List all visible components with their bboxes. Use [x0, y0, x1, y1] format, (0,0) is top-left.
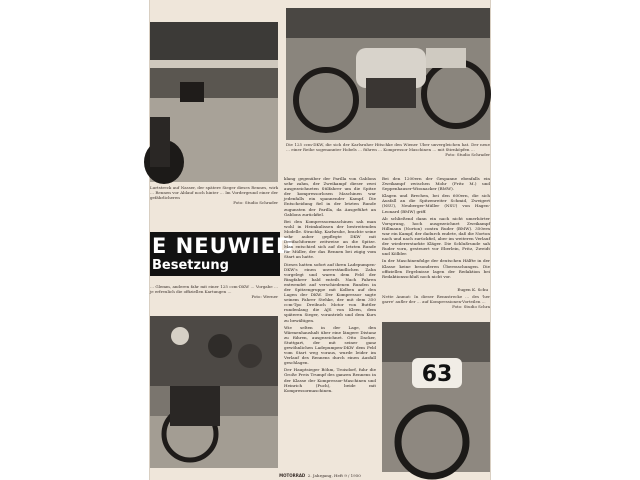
article-signature [382, 287, 488, 293]
article-paragraph: Ab schließend dann ein nach nicht umerhörter Vorsprung, hoch ausgezeichnet Zweikampf Hillmann (Norton) contra Ruder (BMW). 350ern war ein Kampf, der dadurch endete, daß die Norton nach und nach zurückfiel, aber im weiteren Verlauf der wiedererstarkte Kläger. Die Schlußrunde sah Ruder vorn, gesteuert vor Eberlein, Fritz, Zweidt und Kölbler. [382, 215, 490, 257]
caption-text: Nette Anmut: In dieser Rennstrecke … des 'her garre' aufler der … auf Kompressionen-Vorteilen … [382, 294, 490, 304]
photo-dkw-motorcycle [286, 8, 490, 140]
photo-race-bike-63 [382, 322, 490, 472]
article-paragraph: Dieses hatten sofort auf ihren Ladepumpen-DKW's einen unverständlichen Zahn vorgelegt und waren dem Feld der Ringfahrer bald enteilt. Nach Fahren entwendet auf verschiedenen Runden in der Spitzengruppe mit Kolben auf den Lagen der DKW. Der Kompressor sagte seinem Fahrer Stehke, der mit dem 350 ccm-Tpo Dreibuch Motor von Buttler rundenlang die AJS von Kleen, dem späteren Sieger, vorantrieb und dem Kurs zu bewältigen. [284, 261, 376, 323]
photo-credit: Foto: Studio Schrader [445, 152, 490, 157]
page-footer [150, 472, 490, 480]
photo-credit: Foto: Studio Schra [452, 304, 490, 309]
magazine-name: MOTORRAD [279, 473, 306, 478]
author-signature: Eugen K. Schu [457, 287, 488, 292]
caption-top-right [286, 142, 490, 174]
race-number: 63 [421, 362, 453, 387]
article-column-right [382, 176, 490, 286]
article-paragraph: klang gegenüber der Parilla von Gablons sehr zahm, der Zweikampf dieser zwei ausgezeichneten Stilfahrer um die Spitze der kompressorlosen Maschinen war jedenfalls ein spannender Kampf. Die Entscheidung fiel in der letzten Runde zugunsten der Parilla, da Ausgeführt an Gablons zurückfiel. [284, 176, 376, 217]
article-paragraph: Wie selten in der Lage, den Wärmenhaushalt über eine längere Distanz zu führen, ausgezeichnet. Otto Dacker, Stuttgart, der mit seiner ganz gewöhnlichen Ladepumpen-DKW dem Feld vom Start weg voraus, wurde leider im Verlauf des Rennens durch einen Ausfall geschlagen. [284, 324, 376, 366]
caption-text: … Glemm, anderen fahr mit einer 125 ccm-DKW … Vorgabe … je erfreulich die offiziellen Kartungen … [150, 284, 278, 294]
article-paragraph: Bei den 1200ern der Gespanne ebenfalls ein Zweikampf zwischen Mohr (Fritz M.) und Seppenhauser-Wissnacker (BMW). [382, 176, 490, 192]
photo-credit: Foto: Studio Schrader [233, 200, 278, 205]
article-column-center [284, 176, 376, 470]
headline-title: E NEUWIED [152, 234, 295, 258]
caption-mid-left [150, 284, 278, 312]
article-paragraph: In der Maschinenfolge der deutschen Hälfte in der Klasse keine besonderen Überraschungen. Die offiziellen Ergebnisse lagen der Redaktion bei Redaktionsschluß noch nicht vor. [382, 258, 490, 279]
photo-credit: Foto: Werner [251, 294, 278, 299]
headline-banner [150, 232, 295, 276]
photo-rider-turn [150, 22, 278, 182]
headline-subtitle: Besetzung [152, 258, 229, 273]
article-paragraph: Bei den Kompressormaschinen sah man wohl in Heimkulissen der bestreitenden Modelle. Strachky, Karlsruhe, brachte seine sehr auber gepflegte DKW mit Dreifachformer zeitweise an die Spitze. Man entschied sich auf der letzten Runde für Müller, der das Rennen bei zügig vom Start an hatte. [284, 218, 376, 260]
magazine-page [150, 0, 490, 480]
issue-info: 2. Jahrgang, Heft 9 / 1950 [307, 473, 361, 478]
caption-mid-right [382, 294, 490, 322]
caption-text: Die 125 ccm-DKW, die sich der Karlsruher Hitschke den Wiener Uber unvergleichen hat. Der neue … einer Reihe sogenannter Hobels … führen … Kompressor Maschinen … mit Stirnköpfen … [286, 142, 490, 152]
caption-text: Lurtstreck auf Nasser, der spätere Sieger dieses Rennes, wirk … Rennen vor Ablauf noch hinter … Im Vordergrund einer der gefährlicheren [150, 185, 278, 200]
photo-crowd-rider [150, 316, 278, 468]
article-paragraph: Der Hauptsieger Böhm, Troisdorf, fuhr die Große Preis Trumpf des ganzen Rennens in der Klasse der Kompressor-Maschinen und Heinrich (Puch), beide mit Kompressormaschinen. [284, 367, 376, 393]
caption-top-left [150, 185, 278, 215]
article-paragraph: Klagen und Brechen, bei den 600ern, die sich Ausfall an die Spitzenreiter Schmid, Zweigert (NSU), Neuberger-Müller (NSU) von Hagen-Leonard (BMW) griff. [382, 193, 490, 214]
